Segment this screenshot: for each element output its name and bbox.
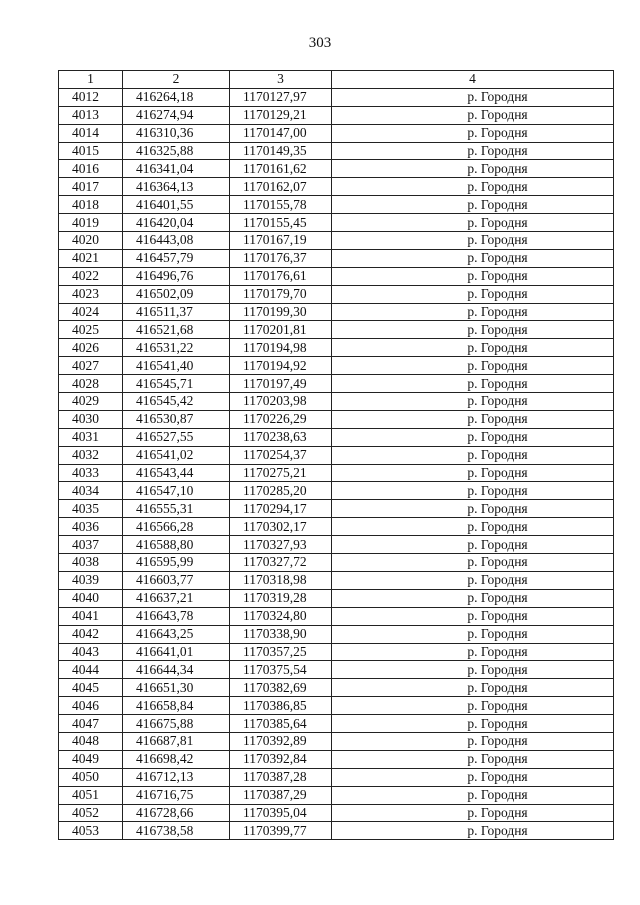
page-number: 303 bbox=[308, 35, 332, 51]
x-coordinate-cell: 416644,34 bbox=[123, 661, 230, 679]
object-name-cell: р. Городня bbox=[332, 303, 614, 321]
x-coordinate-cell: 416643,78 bbox=[123, 607, 230, 625]
object-name-cell: р. Городня bbox=[332, 249, 614, 267]
y-coordinate-cell: 1170327,72 bbox=[230, 554, 332, 572]
object-name-cell: р. Городня bbox=[332, 464, 614, 482]
y-coordinate-cell: 1170127,97 bbox=[230, 88, 332, 106]
table-row bbox=[59, 500, 614, 518]
x-coordinate-cell: 416521,68 bbox=[123, 321, 230, 339]
object-name-cell: р. Городня bbox=[332, 446, 614, 464]
point-number-cell: 4037 bbox=[59, 536, 123, 554]
x-coordinate-cell: 416527,55 bbox=[123, 428, 230, 446]
object-name-cell: р. Городня bbox=[332, 106, 614, 124]
table-row bbox=[59, 232, 614, 250]
table-row bbox=[59, 214, 614, 232]
y-coordinate-cell: 1170382,69 bbox=[230, 679, 332, 697]
y-coordinate-cell: 1170203,98 bbox=[230, 393, 332, 411]
point-number-cell: 4046 bbox=[59, 697, 123, 715]
table-row bbox=[59, 786, 614, 804]
y-coordinate-cell: 1170201,81 bbox=[230, 321, 332, 339]
object-name-cell: р. Городня bbox=[332, 697, 614, 715]
table-row bbox=[59, 518, 614, 536]
table-row bbox=[59, 625, 614, 643]
x-coordinate-cell: 416566,28 bbox=[123, 518, 230, 536]
point-number-cell: 4014 bbox=[59, 124, 123, 142]
table-row bbox=[59, 732, 614, 750]
point-number-cell: 4039 bbox=[59, 571, 123, 589]
point-number-cell: 4038 bbox=[59, 554, 123, 572]
x-coordinate-cell: 416541,02 bbox=[123, 446, 230, 464]
object-name-cell: р. Городня bbox=[332, 607, 614, 625]
y-coordinate-cell: 1170167,19 bbox=[230, 232, 332, 250]
table-row bbox=[59, 750, 614, 768]
point-number-cell: 4017 bbox=[59, 178, 123, 196]
object-name-cell: р. Городня bbox=[332, 732, 614, 750]
table-row bbox=[59, 393, 614, 411]
y-coordinate-cell: 1170294,17 bbox=[230, 500, 332, 518]
table-row bbox=[59, 768, 614, 786]
table-row bbox=[59, 339, 614, 357]
object-name-cell: р. Городня bbox=[332, 482, 614, 500]
point-number-cell: 4053 bbox=[59, 822, 123, 840]
x-coordinate-cell: 416738,58 bbox=[123, 822, 230, 840]
object-name-cell: р. Городня bbox=[332, 410, 614, 428]
table-row bbox=[59, 804, 614, 822]
table-row bbox=[59, 446, 614, 464]
column-header-4: 4 bbox=[332, 71, 614, 89]
point-number-cell: 4025 bbox=[59, 321, 123, 339]
y-coordinate-cell: 1170392,89 bbox=[230, 732, 332, 750]
x-coordinate-cell: 416274,94 bbox=[123, 106, 230, 124]
y-coordinate-cell: 1170399,77 bbox=[230, 822, 332, 840]
x-coordinate-cell: 416716,75 bbox=[123, 786, 230, 804]
point-number-cell: 4050 bbox=[59, 768, 123, 786]
object-name-cell: р. Городня bbox=[332, 285, 614, 303]
y-coordinate-cell: 1170161,62 bbox=[230, 160, 332, 178]
point-number-cell: 4045 bbox=[59, 679, 123, 697]
table-row bbox=[59, 697, 614, 715]
object-name-cell: р. Городня bbox=[332, 393, 614, 411]
y-coordinate-cell: 1170338,90 bbox=[230, 625, 332, 643]
point-number-cell: 4042 bbox=[59, 625, 123, 643]
x-coordinate-cell: 416728,66 bbox=[123, 804, 230, 822]
y-coordinate-cell: 1170395,04 bbox=[230, 804, 332, 822]
y-coordinate-cell: 1170149,35 bbox=[230, 142, 332, 160]
object-name-cell: р. Городня bbox=[332, 500, 614, 518]
x-coordinate-cell: 416364,13 bbox=[123, 178, 230, 196]
table-row bbox=[59, 178, 614, 196]
y-coordinate-cell: 1170375,54 bbox=[230, 661, 332, 679]
point-number-cell: 4020 bbox=[59, 232, 123, 250]
object-name-cell: р. Городня bbox=[332, 518, 614, 536]
point-number-cell: 4016 bbox=[59, 160, 123, 178]
x-coordinate-cell: 416595,99 bbox=[123, 554, 230, 572]
object-name-cell: р. Городня bbox=[332, 142, 614, 160]
point-number-cell: 4051 bbox=[59, 786, 123, 804]
point-number-cell: 4013 bbox=[59, 106, 123, 124]
x-coordinate-cell: 416555,31 bbox=[123, 500, 230, 518]
point-number-cell: 4023 bbox=[59, 285, 123, 303]
y-coordinate-cell: 1170179,70 bbox=[230, 285, 332, 303]
column-header-1: 1 bbox=[59, 71, 123, 89]
point-number-cell: 4029 bbox=[59, 393, 123, 411]
table-row bbox=[59, 357, 614, 375]
object-name-cell: р. Городня bbox=[332, 428, 614, 446]
object-name-cell: р. Городня bbox=[332, 339, 614, 357]
object-name-cell: р. Городня bbox=[332, 214, 614, 232]
object-name-cell: р. Городня bbox=[332, 88, 614, 106]
x-coordinate-cell: 416545,71 bbox=[123, 375, 230, 393]
x-coordinate-cell: 416637,21 bbox=[123, 589, 230, 607]
table-row bbox=[59, 106, 614, 124]
object-name-cell: р. Городня bbox=[332, 679, 614, 697]
y-coordinate-cell: 1170319,28 bbox=[230, 589, 332, 607]
object-name-cell: р. Городня bbox=[332, 661, 614, 679]
object-name-cell: р. Городня bbox=[332, 804, 614, 822]
table-row bbox=[59, 428, 614, 446]
x-coordinate-cell: 416457,79 bbox=[123, 249, 230, 267]
table-row bbox=[59, 160, 614, 178]
table-row bbox=[59, 267, 614, 285]
table-row bbox=[59, 715, 614, 733]
y-coordinate-cell: 1170387,28 bbox=[230, 768, 332, 786]
table-row bbox=[59, 822, 614, 840]
table-row bbox=[59, 321, 614, 339]
y-coordinate-cell: 1170357,25 bbox=[230, 643, 332, 661]
point-number-cell: 4052 bbox=[59, 804, 123, 822]
table-row bbox=[59, 303, 614, 321]
point-number-cell: 4024 bbox=[59, 303, 123, 321]
point-number-cell: 4040 bbox=[59, 589, 123, 607]
y-coordinate-cell: 1170162,07 bbox=[230, 178, 332, 196]
table-row bbox=[59, 464, 614, 482]
x-coordinate-cell: 416588,80 bbox=[123, 536, 230, 554]
table-header-row bbox=[59, 71, 614, 89]
object-name-cell: р. Городня bbox=[332, 554, 614, 572]
x-coordinate-cell: 416651,30 bbox=[123, 679, 230, 697]
point-number-cell: 4049 bbox=[59, 750, 123, 768]
x-coordinate-cell: 416530,87 bbox=[123, 410, 230, 428]
point-number-cell: 4036 bbox=[59, 518, 123, 536]
y-coordinate-cell: 1170197,49 bbox=[230, 375, 332, 393]
y-coordinate-cell: 1170176,37 bbox=[230, 249, 332, 267]
x-coordinate-cell: 416547,10 bbox=[123, 482, 230, 500]
x-coordinate-cell: 416310,36 bbox=[123, 124, 230, 142]
table-row bbox=[59, 142, 614, 160]
table-row bbox=[59, 607, 614, 625]
table-row bbox=[59, 589, 614, 607]
y-coordinate-cell: 1170194,98 bbox=[230, 339, 332, 357]
object-name-cell: р. Городня bbox=[332, 536, 614, 554]
object-name-cell: р. Городня bbox=[332, 357, 614, 375]
y-coordinate-cell: 1170226,29 bbox=[230, 410, 332, 428]
point-number-cell: 4032 bbox=[59, 446, 123, 464]
object-name-cell: р. Городня bbox=[332, 786, 614, 804]
point-number-cell: 4028 bbox=[59, 375, 123, 393]
point-number-cell: 4022 bbox=[59, 267, 123, 285]
y-coordinate-cell: 1170386,85 bbox=[230, 697, 332, 715]
object-name-cell: р. Городня bbox=[332, 625, 614, 643]
y-coordinate-cell: 1170385,64 bbox=[230, 715, 332, 733]
table-body bbox=[59, 88, 614, 839]
y-coordinate-cell: 1170155,45 bbox=[230, 214, 332, 232]
x-coordinate-cell: 416502,09 bbox=[123, 285, 230, 303]
x-coordinate-cell: 416643,25 bbox=[123, 625, 230, 643]
y-coordinate-cell: 1170318,98 bbox=[230, 571, 332, 589]
point-number-cell: 4031 bbox=[59, 428, 123, 446]
object-name-cell: р. Городня bbox=[332, 267, 614, 285]
y-coordinate-cell: 1170302,17 bbox=[230, 518, 332, 536]
x-coordinate-cell: 416687,81 bbox=[123, 732, 230, 750]
y-coordinate-cell: 1170238,63 bbox=[230, 428, 332, 446]
point-number-cell: 4047 bbox=[59, 715, 123, 733]
table-row bbox=[59, 643, 614, 661]
y-coordinate-cell: 1170285,20 bbox=[230, 482, 332, 500]
object-name-cell: р. Городня bbox=[332, 750, 614, 768]
point-number-cell: 4033 bbox=[59, 464, 123, 482]
y-coordinate-cell: 1170254,37 bbox=[230, 446, 332, 464]
point-number-cell: 4035 bbox=[59, 500, 123, 518]
object-name-cell: р. Городня bbox=[332, 643, 614, 661]
table-row bbox=[59, 679, 614, 697]
x-coordinate-cell: 416712,13 bbox=[123, 768, 230, 786]
column-header-2: 2 bbox=[123, 71, 230, 89]
object-name-cell: р. Городня bbox=[332, 232, 614, 250]
point-number-cell: 4021 bbox=[59, 249, 123, 267]
x-coordinate-cell: 416658,84 bbox=[123, 697, 230, 715]
object-name-cell: р. Городня bbox=[332, 375, 614, 393]
y-coordinate-cell: 1170199,30 bbox=[230, 303, 332, 321]
point-number-cell: 4030 bbox=[59, 410, 123, 428]
table-row bbox=[59, 88, 614, 106]
y-coordinate-cell: 1170324,80 bbox=[230, 607, 332, 625]
y-coordinate-cell: 1170194,92 bbox=[230, 357, 332, 375]
point-number-cell: 4043 bbox=[59, 643, 123, 661]
point-number-cell: 4026 bbox=[59, 339, 123, 357]
table-row bbox=[59, 554, 614, 572]
x-coordinate-cell: 416325,88 bbox=[123, 142, 230, 160]
x-coordinate-cell: 416675,88 bbox=[123, 715, 230, 733]
x-coordinate-cell: 416641,01 bbox=[123, 643, 230, 661]
x-coordinate-cell: 416401,55 bbox=[123, 196, 230, 214]
point-number-cell: 4034 bbox=[59, 482, 123, 500]
object-name-cell: р. Городня bbox=[332, 589, 614, 607]
table-row bbox=[59, 196, 614, 214]
x-coordinate-cell: 416511,37 bbox=[123, 303, 230, 321]
x-coordinate-cell: 416443,08 bbox=[123, 232, 230, 250]
table-row bbox=[59, 124, 614, 142]
point-number-cell: 4041 bbox=[59, 607, 123, 625]
x-coordinate-cell: 416603,77 bbox=[123, 571, 230, 589]
object-name-cell: р. Городня bbox=[332, 321, 614, 339]
object-name-cell: р. Городня bbox=[332, 178, 614, 196]
y-coordinate-cell: 1170275,21 bbox=[230, 464, 332, 482]
object-name-cell: р. Городня bbox=[332, 124, 614, 142]
y-coordinate-cell: 1170147,00 bbox=[230, 124, 332, 142]
x-coordinate-cell: 416543,44 bbox=[123, 464, 230, 482]
table-row bbox=[59, 571, 614, 589]
y-coordinate-cell: 1170387,29 bbox=[230, 786, 332, 804]
x-coordinate-cell: 416698,42 bbox=[123, 750, 230, 768]
x-coordinate-cell: 416545,42 bbox=[123, 393, 230, 411]
object-name-cell: р. Городня bbox=[332, 160, 614, 178]
point-number-cell: 4027 bbox=[59, 357, 123, 375]
object-name-cell: р. Городня bbox=[332, 196, 614, 214]
table-row bbox=[59, 536, 614, 554]
table-row bbox=[59, 249, 614, 267]
table-row bbox=[59, 482, 614, 500]
object-name-cell: р. Городня bbox=[332, 571, 614, 589]
x-coordinate-cell: 416531,22 bbox=[123, 339, 230, 357]
point-number-cell: 4015 bbox=[59, 142, 123, 160]
y-coordinate-cell: 1170327,93 bbox=[230, 536, 332, 554]
x-coordinate-cell: 416341,04 bbox=[123, 160, 230, 178]
table-row bbox=[59, 410, 614, 428]
point-number-cell: 4044 bbox=[59, 661, 123, 679]
x-coordinate-cell: 416541,40 bbox=[123, 357, 230, 375]
coordinates-table bbox=[58, 70, 614, 840]
point-number-cell: 4019 bbox=[59, 214, 123, 232]
x-coordinate-cell: 416264,18 bbox=[123, 88, 230, 106]
object-name-cell: р. Городня bbox=[332, 822, 614, 840]
point-number-cell: 4012 bbox=[59, 88, 123, 106]
y-coordinate-cell: 1170176,61 bbox=[230, 267, 332, 285]
x-coordinate-cell: 416420,04 bbox=[123, 214, 230, 232]
y-coordinate-cell: 1170129,21 bbox=[230, 106, 332, 124]
x-coordinate-cell: 416496,76 bbox=[123, 267, 230, 285]
table-row bbox=[59, 375, 614, 393]
object-name-cell: р. Городня bbox=[332, 715, 614, 733]
table-row bbox=[59, 285, 614, 303]
table-row bbox=[59, 661, 614, 679]
column-header-3: 3 bbox=[230, 71, 332, 89]
point-number-cell: 4018 bbox=[59, 196, 123, 214]
y-coordinate-cell: 1170155,78 bbox=[230, 196, 332, 214]
y-coordinate-cell: 1170392,84 bbox=[230, 750, 332, 768]
object-name-cell: р. Городня bbox=[332, 768, 614, 786]
point-number-cell: 4048 bbox=[59, 732, 123, 750]
